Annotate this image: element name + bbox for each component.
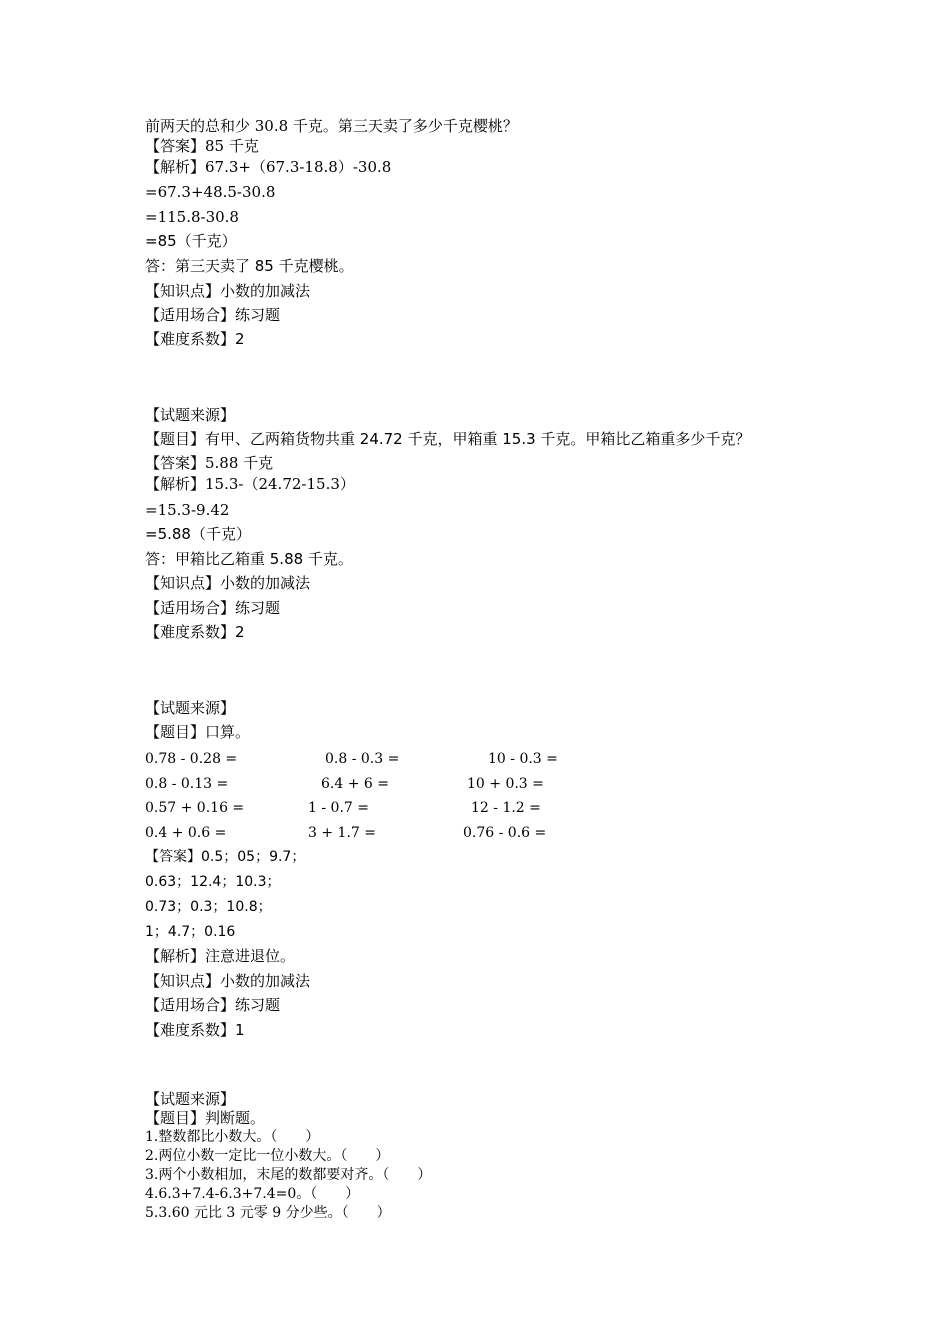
- usage-label: 【适用场合】练习题: [145, 306, 281, 324]
- calc-item: 6.4 + 6 =: [321, 776, 389, 792]
- answer-line: 【答案】85 千克: [145, 137, 259, 155]
- calc-item: 0.57 + 0.16 =: [145, 800, 245, 816]
- usage-label: 【适用场合】练习题: [145, 599, 281, 617]
- source-label: 【试题来源】: [145, 699, 236, 717]
- calc-result: =85（千克）: [145, 232, 237, 250]
- knowledge-point: 【知识点】小数的加减法: [145, 574, 311, 592]
- source-label: 【试题来源】: [145, 1090, 236, 1108]
- judgment-item: 2.两位小数一定比一位小数大。（ ）: [145, 1148, 390, 1164]
- question-line: 【题目】有甲、乙两箱货物共重 24.72 千克，甲箱重 15.3 千克。甲箱比乙箱重多少千克？: [145, 430, 751, 448]
- answer-line: 0.63；12.4；10.3；: [145, 874, 281, 890]
- answer-line: 0.73；0.3；10.8；: [145, 899, 272, 915]
- question-line: 【题目】判断题。: [145, 1109, 266, 1127]
- knowledge-point: 【知识点】小数的加减法: [145, 972, 311, 990]
- calc-item: 0.8 - 0.3 =: [325, 751, 400, 767]
- answer-sentence: 答：甲箱比乙箱重 5.88 千克。: [145, 550, 353, 568]
- analysis-line: 【解析】注意进退位。: [145, 947, 296, 965]
- judgment-item: 1.整数都比小数大。（ ）: [145, 1129, 320, 1145]
- judgment-item: 4.6.3+7.4-6.3+7.4=0。（ ）: [145, 1186, 360, 1202]
- calc-item: 0.4 + 0.6 =: [145, 825, 227, 841]
- answer-line: 【答案】5.88 千克: [145, 454, 274, 472]
- question-tail: 前两天的总和少 30.8 千克。第三天卖了多少千克樱桃？: [145, 117, 518, 135]
- calc-item: 1 - 0.7 =: [308, 800, 369, 816]
- judgment-item: 5.3.60 元比 3 元零 9 分少些。（ ）: [145, 1205, 391, 1221]
- usage-label: 【适用场合】练习题: [145, 996, 281, 1014]
- calc-item: 10 + 0.3 =: [467, 776, 544, 792]
- analysis-line: 【解析】15.3-（24.72-15.3）: [145, 475, 355, 493]
- answer-sentence: 答：第三天卖了 85 千克樱桃。: [145, 257, 354, 275]
- answer-line: 【答案】0.5；05；9.7；: [145, 849, 306, 865]
- calc-item: 0.78 - 0.28 =: [145, 751, 238, 767]
- source-label: 【试题来源】: [145, 406, 236, 424]
- calc-item: 12 - 1.2 =: [471, 800, 541, 816]
- calc-step: =15.3-9.42: [145, 501, 230, 519]
- calc-result: =5.88（千克）: [145, 525, 251, 543]
- judgment-item: 3.两个小数相加，末尾的数都要对齐。（ ）: [145, 1167, 432, 1183]
- difficulty-label: 【难度系数】2: [145, 330, 245, 348]
- calc-step: =115.8-30.8: [145, 208, 239, 226]
- calc-step: =67.3+48.5-30.8: [145, 183, 276, 201]
- difficulty-label: 【难度系数】1: [145, 1021, 245, 1039]
- answer-line: 1；4.7；0.16: [145, 924, 236, 940]
- calc-item: 3 + 1.7 =: [308, 825, 376, 841]
- analysis-line: 【解析】67.3+（67.3-18.8）-30.8: [145, 158, 392, 176]
- calc-item: 0.76 - 0.6 =: [463, 825, 547, 841]
- knowledge-point: 【知识点】小数的加减法: [145, 282, 311, 300]
- difficulty-label: 【难度系数】2: [145, 623, 245, 641]
- calc-item: 10 - 0.3 =: [488, 751, 558, 767]
- calc-item: 0.8 - 0.13 =: [145, 776, 229, 792]
- question-line: 【题目】口算。: [145, 723, 251, 741]
